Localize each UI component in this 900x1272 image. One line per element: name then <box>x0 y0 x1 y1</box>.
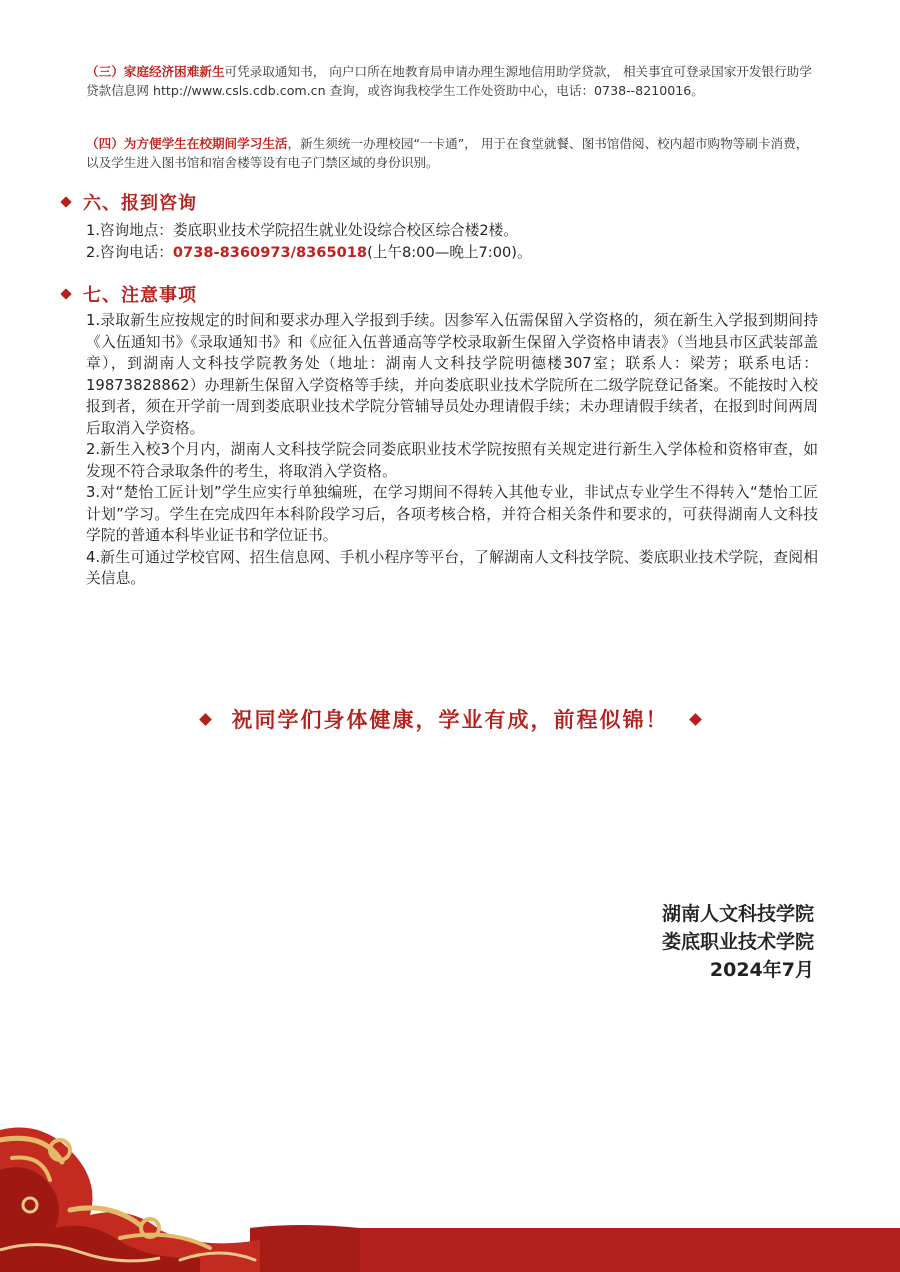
consult-location: 1.咨询地点：娄底职业技术学院招生就业处设综合校区综合楼2楼。 <box>86 222 518 239</box>
loan-text: 可凭录取通知书， 向户口所在地教育局申请办理生源地信用助学贷款， 相关事宜可登录国家开发银行助学贷款信息网 http://www.csls.cdb.com.cn 查询，或咨询我校学生工作处资助中心，电话：0738--8210016。 <box>86 64 812 98</box>
section-7-title: 七、注意事项 <box>83 285 197 306</box>
section-6-heading <box>62 189 197 215</box>
diamond-icon <box>199 713 212 726</box>
signature-school-1: 湖南人文科技学院 <box>661 903 814 925</box>
campus-card-paragraph <box>86 134 818 172</box>
note-item: 4.新生可通过学校官网、招生信息网、手机小程序等平台，了解湖南人文科技学院、娄底职业技术学院，查阅相关信息。 <box>86 548 818 587</box>
consult-phone-number: 0738-8360973/8365018 <box>172 244 368 261</box>
blessing-line <box>0 704 900 734</box>
consult-phone-prefix: 2.咨询电话： <box>86 244 173 261</box>
diamond-icon <box>60 196 71 207</box>
notes-list <box>86 310 818 590</box>
section-6-title: 六、报到咨询 <box>83 193 197 214</box>
campus-card-text: ，新生须统一办理校园“一卡通”， 用于在食堂就餐、图书馆借阅、校内超市购物等刷卡消费，以及学生进入图书馆和宿舍楼等设有电子门禁区域的身份识别。 <box>86 136 809 170</box>
consult-phone-hours: (上午8:00—晚上7:00)。 <box>367 244 532 261</box>
note-item: 3.对“楚怡工匠计划”学生应实行单独编班，在学习期间不得转入其他专业，非试点专业学生不得转入“楚怡工匠计划”学习。学生在完成四年本科阶段学习后，各项考核合格，并符合相关条件和要求的，可获得湖南人文科技学院的普通本科毕业证书和学位证书。 <box>86 484 818 544</box>
signature-date: 2024年7月 <box>709 959 814 981</box>
loan-paragraph <box>86 62 818 100</box>
blessing-text: 祝同学们身体健康，学业有成，前程似锦！ <box>231 708 669 732</box>
section-7-heading <box>62 281 197 307</box>
note-item: 1.录取新生应按规定的时间和要求办理入学报到手续。因参军入伍需保留入学资格的，须在新生入学报到期间持《入伍通知书》《录取通知书》和《应征入伍普通高等学校录取新生保留入学资格申请表》（当地县市区武装部盖章），到湖南人文科技学院教务处（地址：湖南人文科技学院明德楼307室；联系人：梁芳；联系电话：19873828862）办理新生保留入学资格等手续，并向娄底职业技术学院所在二级学院登记备案。不能按时入校报到者，须在开学前一周到娄底职业技术学院分管辅导员处办理请假手续；未办理请假手续者，在报到时间两周后取消入学资格。 <box>86 312 818 437</box>
auspicious-cloud-wave-icon <box>0 1110 900 1272</box>
diamond-icon <box>60 288 71 299</box>
loan-lead: （三）家庭经济困难新生 <box>86 64 225 79</box>
signature-block <box>662 900 814 984</box>
consult-phone <box>86 243 818 263</box>
signature-school-2: 娄底职业技术学院 <box>661 931 814 953</box>
diamond-icon <box>689 713 702 726</box>
campus-card-lead: （四）为方便学生在校期间学习生活 <box>86 136 288 151</box>
note-item: 2.新生入校3个月内，湖南人文科技学院会同娄底职业技术学院按照有关规定进行新生入学体检和资格审查，如发现不符合录取条件的考生，将取消入学资格。 <box>86 441 818 480</box>
